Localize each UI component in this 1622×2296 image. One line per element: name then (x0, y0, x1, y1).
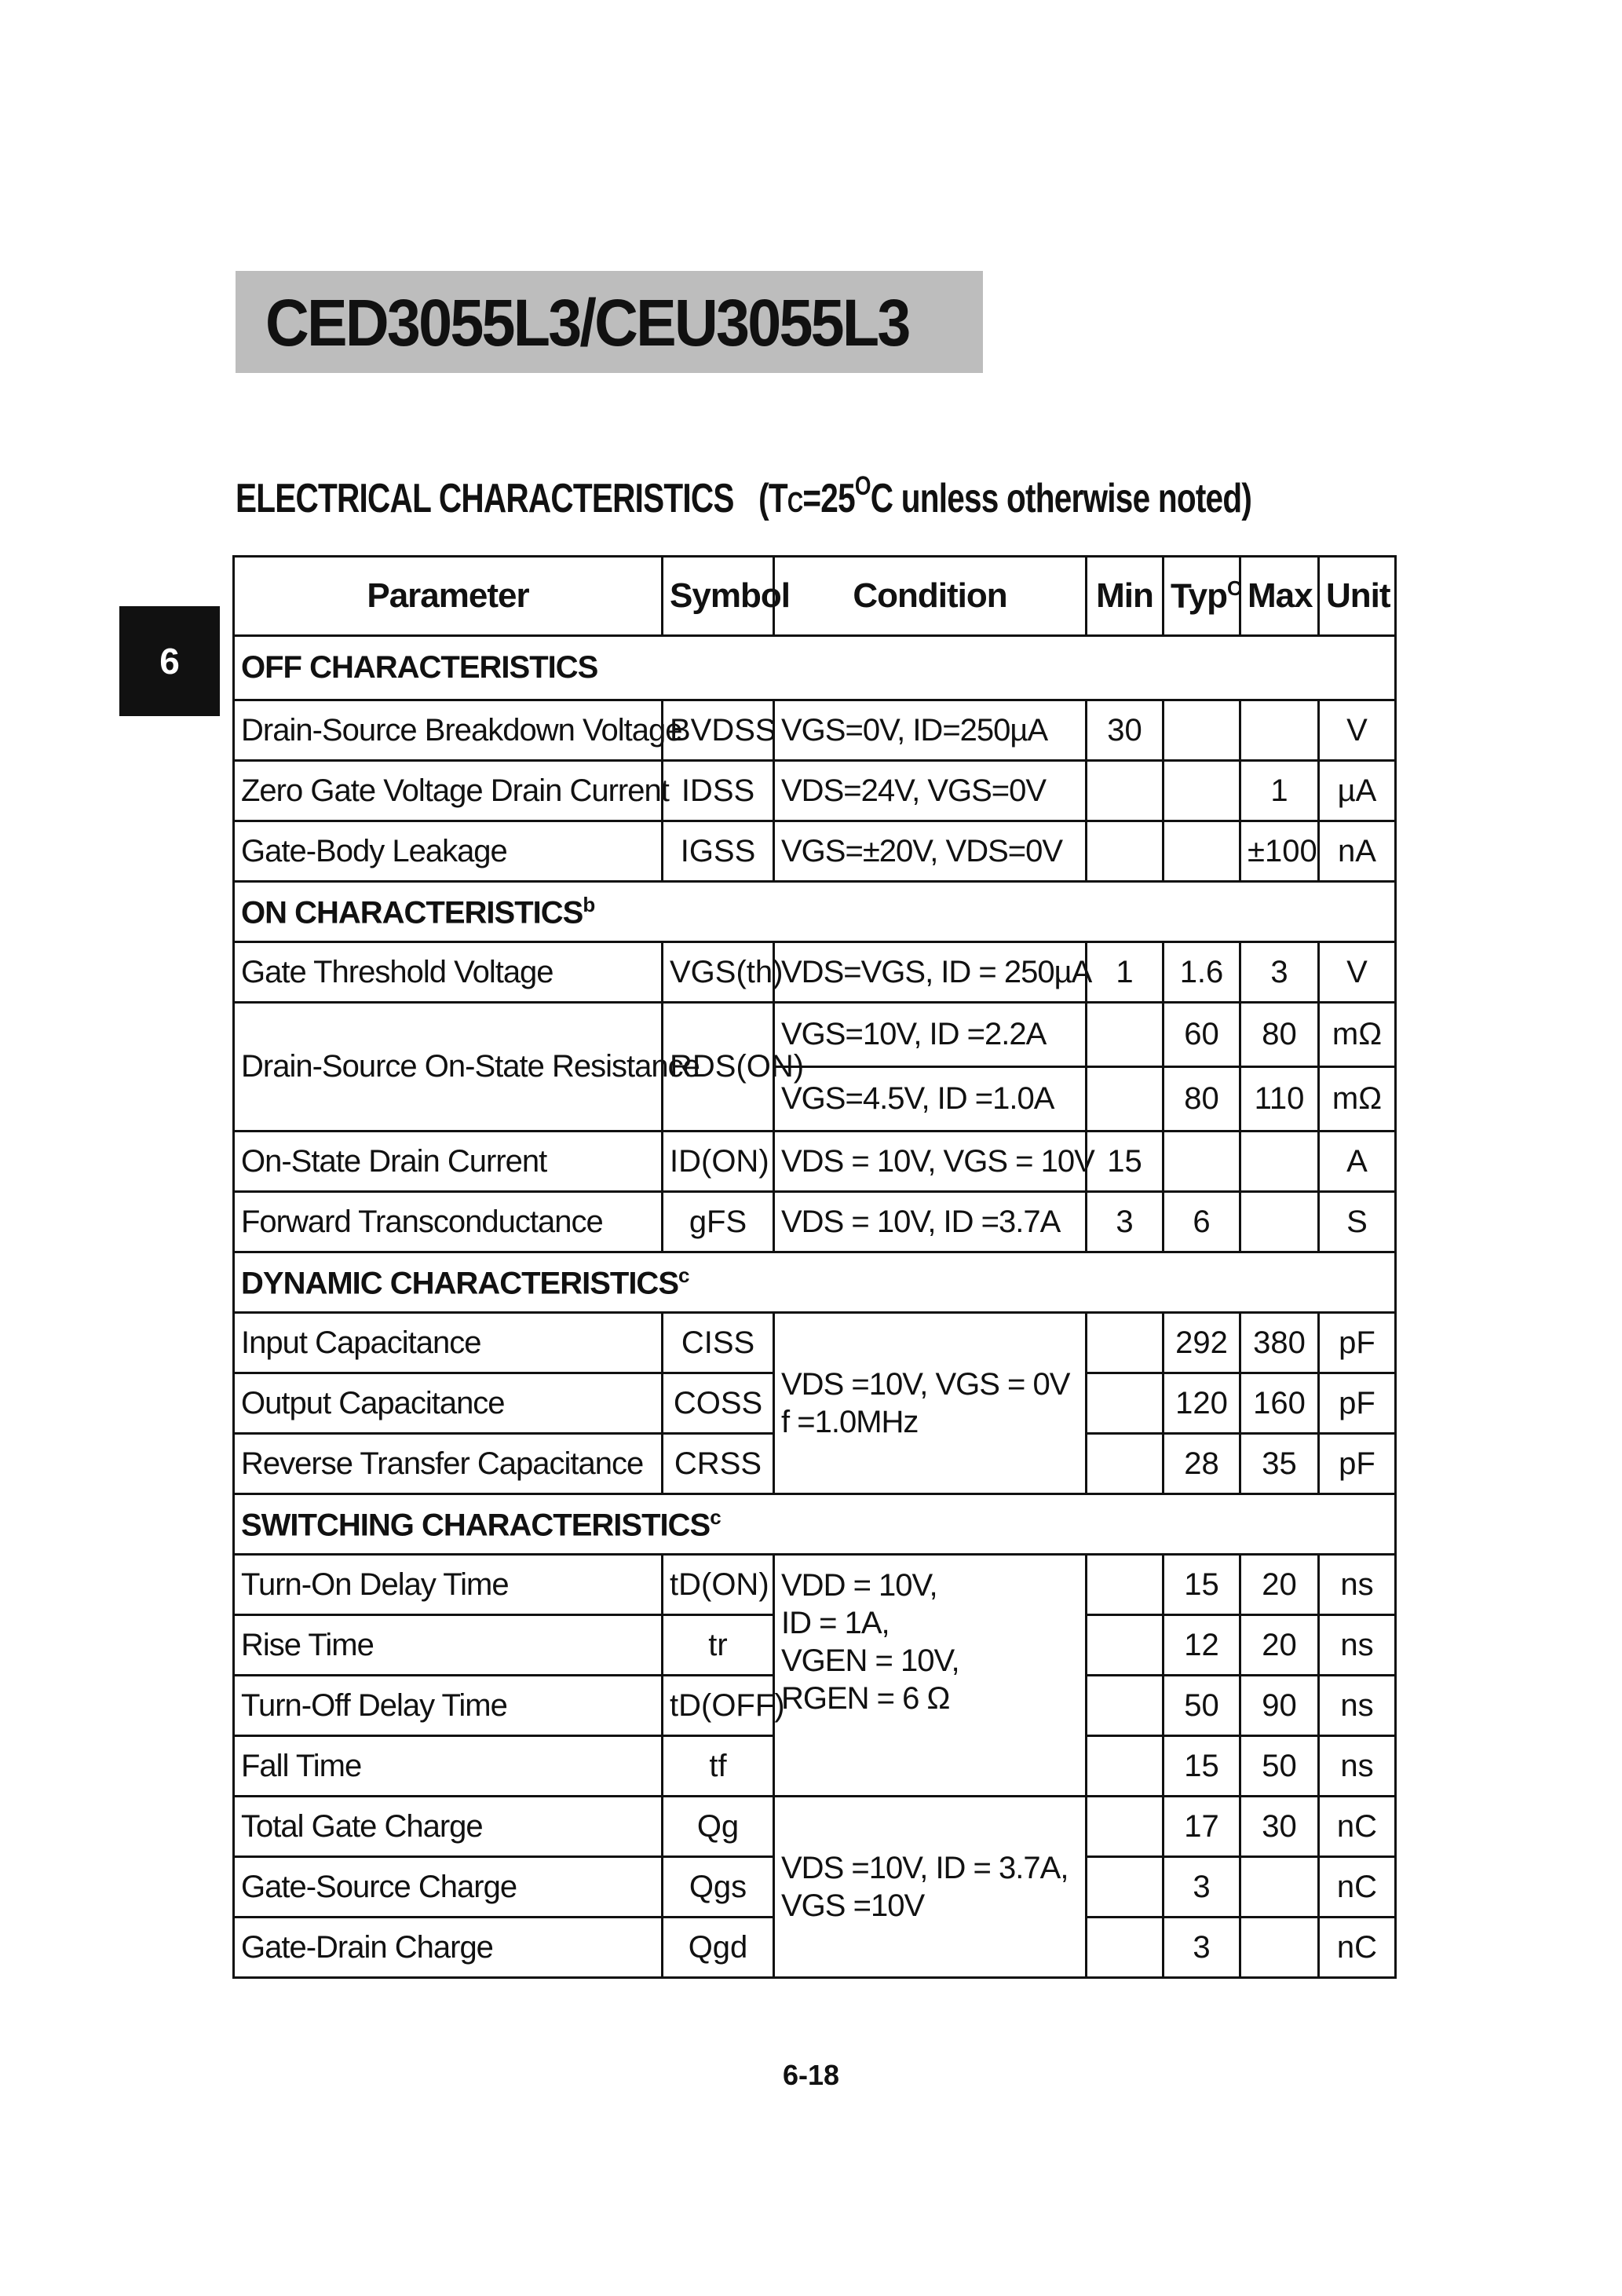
typ-gfs: 6 (1164, 1192, 1240, 1252)
symbol-tdon: tD(ON) (663, 1555, 774, 1615)
symbol-tr: tr (663, 1615, 774, 1676)
symbol-bvdss: BVDSS (663, 700, 774, 761)
col-typ (1164, 557, 1240, 636)
condition-gfs: VDS = 10V, ID =3.7A (774, 1192, 1087, 1252)
section-row-on (234, 882, 1396, 942)
param-tdoff: Turn-Off Delay Time (234, 1676, 663, 1736)
table-header-row (234, 557, 1396, 636)
param-ciss: Input Capacitance (234, 1313, 663, 1373)
min-crss (1087, 1434, 1164, 1494)
max-rdson-a: 80 (1240, 1003, 1319, 1067)
min-tf (1087, 1736, 1164, 1797)
section-label-switching (234, 1494, 1396, 1555)
param-vgsth: Gate Threshold Voltage (234, 942, 663, 1003)
condition-charge (774, 1797, 1087, 1978)
param-gfs: Forward Transconductance (234, 1192, 663, 1252)
table-row (234, 1003, 1396, 1067)
max-tf: 50 (1240, 1736, 1319, 1797)
param-rdson: Drain-Source On-State Resistance (234, 1003, 663, 1132)
param-bvdss: Drain-Source Breakdown Voltage (234, 700, 663, 761)
unit-bvdss: V (1319, 700, 1396, 761)
unit-rdson-a: mΩ (1319, 1003, 1396, 1067)
symbol-gfs: gFS (663, 1192, 774, 1252)
min-gfs: 3 (1087, 1192, 1164, 1252)
table-row (234, 1797, 1396, 1857)
max-coss: 160 (1240, 1373, 1319, 1434)
symbol-idss: IDSS (663, 761, 774, 821)
section-label-dynamic (234, 1252, 1396, 1313)
max-tr: 20 (1240, 1615, 1319, 1676)
min-bvdss: 30 (1087, 700, 1164, 761)
section-label-on (234, 882, 1396, 942)
max-bvdss (1240, 700, 1319, 761)
col-condition: Condition (774, 557, 1087, 636)
max-rdson-b: 110 (1240, 1067, 1319, 1132)
heading-cond-sub: C (787, 486, 803, 518)
symbol-qgs: Qgs (663, 1857, 774, 1918)
table-row (234, 1313, 1396, 1373)
symbol-idon: ID(ON) (663, 1132, 774, 1192)
table-row (234, 942, 1396, 1003)
symbol-coss: COSS (663, 1373, 774, 1434)
condition-switching-line2: ID = 1A, (781, 1606, 890, 1640)
max-ciss: 380 (1240, 1313, 1319, 1373)
min-coss (1087, 1373, 1164, 1434)
heading-cond-open: (T (758, 476, 787, 521)
symbol-vgsth: VGS(th) (663, 942, 774, 1003)
max-crss: 35 (1240, 1434, 1319, 1494)
condition-switching-line4: RGEN = 6 Ω (781, 1681, 950, 1716)
unit-vgsth: V (1319, 942, 1396, 1003)
symbol-ciss: CISS (663, 1313, 774, 1373)
max-qgd (1240, 1918, 1319, 1978)
part-number-banner (236, 271, 983, 373)
unit-gfs: S (1319, 1192, 1396, 1252)
param-qgd: Gate-Drain Charge (234, 1918, 663, 1978)
condition-switching-line1: VDD = 10V, (781, 1568, 937, 1603)
unit-tr: ns (1319, 1615, 1396, 1676)
table-row (234, 821, 1396, 882)
col-symbol: Symbol (663, 557, 774, 636)
condition-rdson-a: VGS=10V, ID =2.2A (774, 1003, 1087, 1067)
min-rdson-a (1087, 1003, 1164, 1067)
unit-crss: pF (1319, 1434, 1396, 1494)
symbol-rdson: RDS(ON) (663, 1003, 774, 1132)
section-dynamic-label: DYNAMIC CHARACTERISTICS (241, 1266, 678, 1301)
max-idss: 1 (1240, 761, 1319, 821)
typ-idon (1164, 1132, 1240, 1192)
max-tdoff: 90 (1240, 1676, 1319, 1736)
unit-qgd: nC (1319, 1918, 1396, 1978)
symbol-crss: CRSS (663, 1434, 774, 1494)
typ-tdon: 15 (1164, 1555, 1240, 1615)
min-idss (1087, 761, 1164, 821)
condition-charge-line2: VGS =10V (781, 1888, 925, 1923)
table-row (234, 700, 1396, 761)
heading-cond-rest: C unless otherwise noted) (870, 476, 1252, 521)
param-tdon: Turn-On Delay Time (234, 1555, 663, 1615)
min-tdoff (1087, 1676, 1164, 1736)
min-tr (1087, 1615, 1164, 1676)
unit-idon: A (1319, 1132, 1396, 1192)
max-qgs (1240, 1857, 1319, 1918)
unit-tf: ns (1319, 1736, 1396, 1797)
unit-idss: µA (1319, 761, 1396, 821)
unit-tdon: ns (1319, 1555, 1396, 1615)
max-gfs (1240, 1192, 1319, 1252)
param-qg: Total Gate Charge (234, 1797, 663, 1857)
symbol-qg: Qg (663, 1797, 774, 1857)
max-tdon: 20 (1240, 1555, 1319, 1615)
chapter-tab-number: 6 (159, 641, 180, 682)
symbol-qgd: Qgd (663, 1918, 774, 1978)
typ-rdson-a: 60 (1164, 1003, 1240, 1067)
min-tdon (1087, 1555, 1164, 1615)
condition-dynamic-line1: VDS =10V, VGS = 0V (781, 1367, 1070, 1402)
max-qg: 30 (1240, 1797, 1319, 1857)
section-switching-label: SWITCHING CHARACTERISTICS (241, 1508, 711, 1543)
condition-idss: VDS=24V, VGS=0V (774, 761, 1087, 821)
condition-bvdss: VGS=0V, ID=250µA (774, 700, 1087, 761)
section-row-off (234, 636, 1396, 700)
param-tf: Fall Time (234, 1736, 663, 1797)
table-row (234, 1555, 1396, 1615)
condition-vgsth: VDS=VGS, ID = 250µA (774, 942, 1087, 1003)
param-coss: Output Capacitance (234, 1373, 663, 1434)
param-idss: Zero Gate Voltage Drain Current (234, 761, 663, 821)
min-vgsth: 1 (1087, 942, 1164, 1003)
unit-qgs: nC (1319, 1857, 1396, 1918)
param-igss: Gate-Body Leakage (234, 821, 663, 882)
param-crss: Reverse Transfer Capacitance (234, 1434, 663, 1494)
min-qg (1087, 1797, 1164, 1857)
section-heading (236, 471, 1251, 522)
section-on-note: b (583, 892, 595, 916)
symbol-tdoff: tD(OFF) (663, 1676, 774, 1736)
symbol-igss: IGSS (663, 821, 774, 882)
typ-qgs: 3 (1164, 1857, 1240, 1918)
unit-qg: nC (1319, 1797, 1396, 1857)
typ-vgsth: 1.6 (1164, 942, 1240, 1003)
condition-igss: VGS=±20V, VDS=0V (774, 821, 1087, 882)
col-max: Max (1240, 557, 1319, 636)
heading-main: ELECTRICAL CHARACTERISTICS (236, 476, 734, 521)
min-qgd (1087, 1918, 1164, 1978)
chapter-tab (119, 606, 220, 716)
section-row-switching (234, 1494, 1396, 1555)
electrical-characteristics-table (232, 555, 1397, 1979)
param-tr: Rise Time (234, 1615, 663, 1676)
unit-coss: pF (1319, 1373, 1396, 1434)
typ-tdoff: 50 (1164, 1676, 1240, 1736)
table-row (234, 1192, 1396, 1252)
unit-igss: nA (1319, 821, 1396, 882)
unit-ciss: pF (1319, 1313, 1396, 1373)
min-rdson-b (1087, 1067, 1164, 1132)
heading-degree: O (854, 471, 871, 501)
param-idon: On-State Drain Current (234, 1132, 663, 1192)
typ-rdson-b: 80 (1164, 1067, 1240, 1132)
typ-qgd: 3 (1164, 1918, 1240, 1978)
condition-idon: VDS = 10V, VGS = 10V (774, 1132, 1087, 1192)
condition-dynamic (774, 1313, 1087, 1494)
col-min: Min (1087, 557, 1164, 636)
typ-qg: 17 (1164, 1797, 1240, 1857)
section-row-dynamic (234, 1252, 1396, 1313)
typ-igss (1164, 821, 1240, 882)
min-ciss (1087, 1313, 1164, 1373)
symbol-tf: tf (663, 1736, 774, 1797)
condition-dynamic-line2: f =1.0MHz (781, 1405, 919, 1439)
typ-bvdss (1164, 700, 1240, 761)
param-qgs: Gate-Source Charge (234, 1857, 663, 1918)
heading-cond-eq: =25 (802, 476, 855, 521)
section-switching-note: c (710, 1504, 721, 1529)
col-typ-note: C (1226, 576, 1241, 600)
min-idon: 15 (1087, 1132, 1164, 1192)
col-unit: Unit (1319, 557, 1396, 636)
typ-tr: 12 (1164, 1615, 1240, 1676)
condition-switching-line3: VGEN = 10V, (781, 1643, 959, 1678)
typ-crss: 28 (1164, 1434, 1240, 1494)
section-on-label: ON CHARACTERISTICS (241, 895, 583, 930)
typ-tf: 15 (1164, 1736, 1240, 1797)
table-row (234, 1132, 1396, 1192)
min-qgs (1087, 1857, 1164, 1918)
unit-rdson-b: mΩ (1319, 1067, 1396, 1132)
condition-switching (774, 1555, 1087, 1797)
typ-ciss: 292 (1164, 1313, 1240, 1373)
page-number: 6-18 (782, 2059, 840, 2091)
typ-coss: 120 (1164, 1373, 1240, 1434)
section-label-off: OFF CHARACTERISTICS (234, 636, 1396, 700)
condition-rdson-b: VGS=4.5V, ID =1.0A (774, 1067, 1087, 1132)
condition-charge-line1: VDS =10V, ID = 3.7A, (781, 1851, 1069, 1885)
max-vgsth: 3 (1240, 942, 1319, 1003)
max-igss: ±100 (1240, 821, 1319, 882)
unit-tdoff: ns (1319, 1676, 1396, 1736)
max-idon (1240, 1132, 1319, 1192)
table-row (234, 761, 1396, 821)
typ-idss (1164, 761, 1240, 821)
section-dynamic-note: c (678, 1263, 689, 1287)
col-parameter: Parameter (234, 557, 663, 636)
part-number-title: CED3055L3/CEU3055L3 (265, 286, 909, 360)
min-igss (1087, 821, 1164, 882)
col-typ-label: Typ (1171, 576, 1227, 616)
